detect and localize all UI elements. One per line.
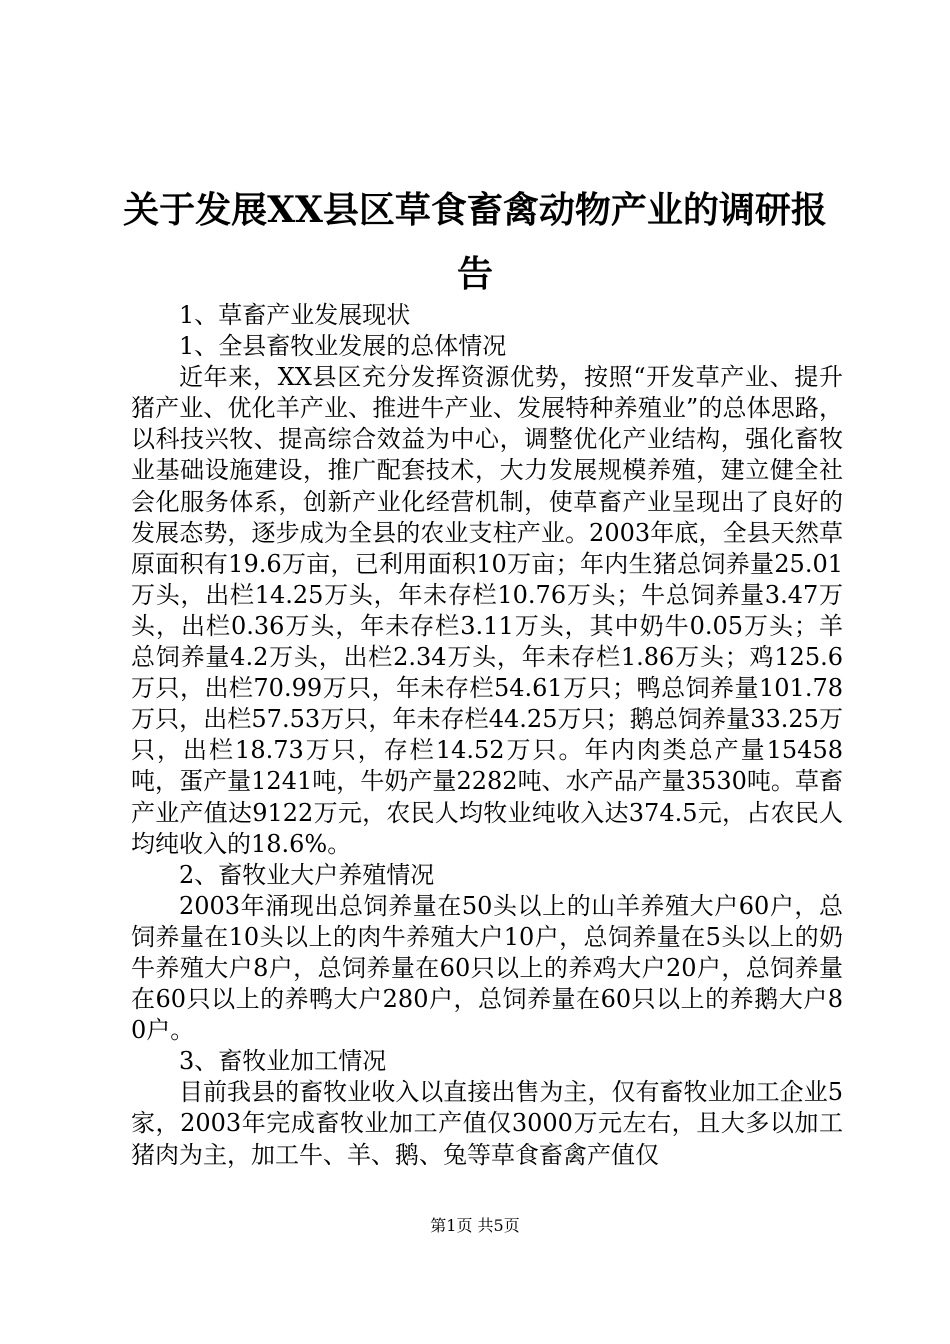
paragraph-overall-situation: 近年来，XX县区充分发挥资源优势，按照“开发草产业、提升猪产业、优化羊产业、推进牛产业、发展特种养殖业”的总体思路，以科技兴牧、提高综合效益为中心，调整优化产业结构，强化畜牧业基础设施建设，推广配套技术，大力发展规模养殖，建立健全社会化服务体系，创新产业化经营机制，使草畜产业呈现出了良好的发展态势，逐步成为全县的农业支柱产业。2003年底，全县天然草原面积有19.6万亩，已利用面积10万亩；年内生猪总饲养量25.01万头，出栏14.25万头，年未存栏10.76万头；牛总饲养量3.47万头，出栏0.36万头，年未存栏3.11万头，其中奶牛0.05万头；羊总饲养量4.2万头，出栏2.34万头，年未存栏1.86万头；鸡125.6万只，出栏70.99万只，年未存栏54.61万只；鸭总饲养量101.78万只，出栏57.53万只，年未存栏44.25万只；鹅总饲养量33.25万只，出栏18.73万只，存栏14.52万只。年内肉类总产量15458吨，蛋产量1241吨，牛奶产量2282吨、水产品产量3530吨。草畜产业产值达9122万元，农民人均牧业纯收入达374.5元，占农民人均纯收入的18.6%。 [131, 363, 843, 858]
paragraph-large-farms: 2003年涌现出总饲养量在50头以上的山羊养殖大户60户，总饲养量在10头以上的肉牛养殖大户10户，总饲养量在5头以上的奶牛养殖大户8户，总饲养量在60只以上的养鸡大户20户，总饲养量在60只以上的养鸭大户280户，总饲养量在60只以上的养鹅大户80户。 [131, 891, 843, 1045]
section-heading-1: 1、草畜产业发展现状 [179, 301, 411, 329]
page-footer: 第1页 共5页 [430, 1216, 520, 1235]
paragraph-processing: 目前我县的畜牧业收入以直接出售为主，仅有畜牧业加工企业5家，2003年完成畜牧业加工产值仅3000万元左右，且大多以加工猪肉为主，加工牛、羊、鹅、兔等草食畜禽产值仅 [131, 1078, 843, 1169]
document-title: 关于发展XX县区草食畜禽动物产业的调研报告 [123, 189, 827, 295]
subsection-heading-large-farms: 2、畜牧业大户养殖情况 [179, 860, 435, 889]
subsection-heading-processing: 3、畜牧业加工情况 [179, 1047, 387, 1076]
document-body [131, 300, 843, 1171]
subsection-heading-overall: 1、全县畜牧业发展的总体情况 [179, 332, 507, 361]
